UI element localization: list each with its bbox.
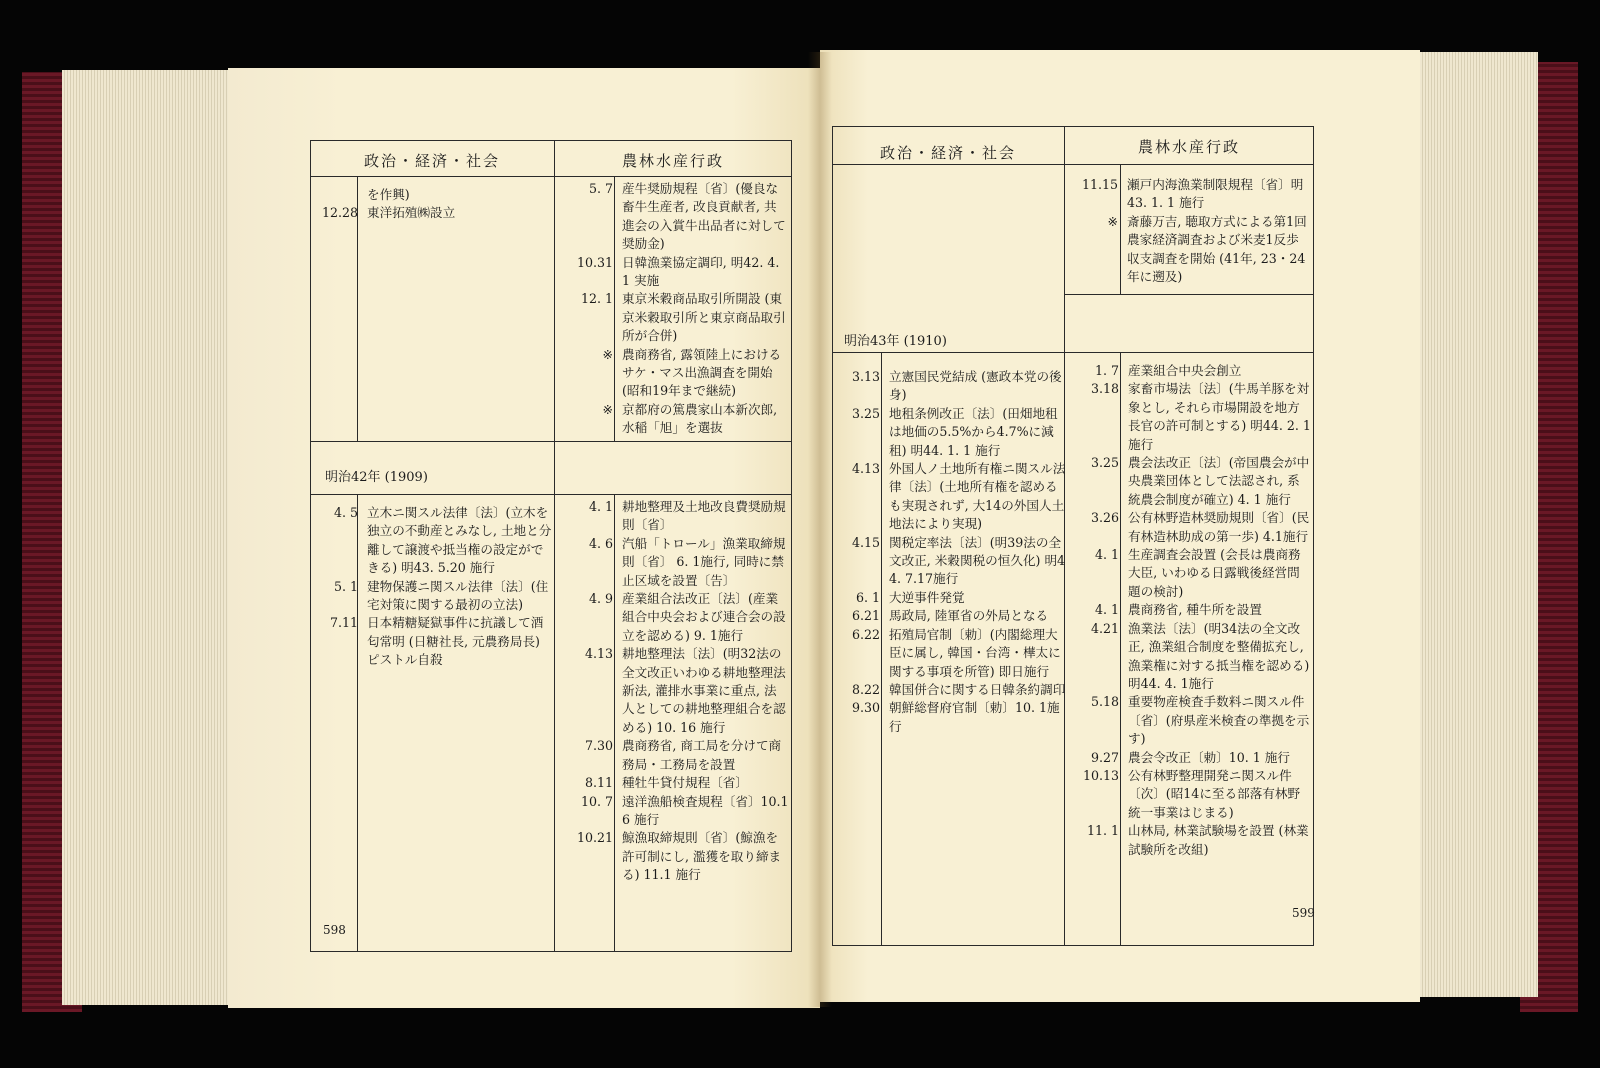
entry-date: 10.21 bbox=[576, 830, 613, 846]
chronology-entry bbox=[318, 204, 550, 222]
entry-date: 8.22 bbox=[851, 681, 880, 697]
right-header-rule bbox=[832, 164, 1314, 165]
chronology-entry bbox=[1079, 693, 1311, 748]
entry-date: 3.18 bbox=[1090, 381, 1119, 397]
chronology-entry bbox=[840, 699, 1066, 736]
entry-date: 7.30 bbox=[584, 738, 613, 754]
entry-date: 3.25 bbox=[1090, 455, 1119, 471]
chronology-entry bbox=[1079, 546, 1311, 601]
entry-text: 農商務省, 商工局を分けて商務局・工務局を設置 bbox=[622, 738, 782, 772]
chronology-entry bbox=[1079, 620, 1311, 694]
entry-text: 瀬戸内海漁業制限規程〔省〕明43. 1. 1 施行 bbox=[1127, 177, 1304, 211]
right-header-politics: 政治・経済・社会 bbox=[879, 144, 1016, 162]
entry-text: 東洋拓殖㈱設立 bbox=[367, 205, 456, 221]
entry-date: 11. 1 bbox=[1086, 823, 1119, 839]
chronology-entry bbox=[1079, 380, 1311, 454]
left-page bbox=[228, 68, 820, 1008]
entry-date: 10. 7 bbox=[580, 793, 613, 809]
entry-text: 重要物産検査手数料ニ関スル件〔省〕(府県産米検査の準拠を示す) bbox=[1128, 694, 1310, 747]
entry-text: 大逆事件発覚 bbox=[889, 589, 965, 605]
entry-date: 4. 1 bbox=[1094, 547, 1119, 563]
entry-text: 生産調査会設置 (会長は農商務大臣, いわゆる日露戦後経営問題の検討) bbox=[1128, 547, 1301, 599]
entry-date: 12.28 bbox=[321, 205, 358, 221]
chronology-entry bbox=[1078, 176, 1310, 213]
entry-date: 4. 1 bbox=[1094, 602, 1119, 618]
left-era-rule-top bbox=[310, 441, 792, 442]
chronology-entry bbox=[840, 460, 1066, 534]
chronology-entry bbox=[573, 180, 787, 254]
right-page-number: 599 bbox=[1292, 906, 1315, 920]
entry-text: 山林局, 林業試験場を設置 (林業試験所を改組) bbox=[1128, 823, 1309, 857]
entry-text: 産牛奨励規程〔省〕(優良な畜牛生産者, 改良貢献者, 共進会の入賞牛出品者に対して奨励金) bbox=[622, 181, 786, 252]
chronology-entry bbox=[1079, 822, 1311, 859]
entry-date: 5. 1 bbox=[333, 578, 358, 594]
entry-text: 農会法改正〔法〕(帝国農会が中央農業団体として法認され, 系統農会制度が確立) 4. 1 施行 bbox=[1128, 455, 1310, 507]
entry-date: 9.27 bbox=[1090, 749, 1119, 765]
left-table-column-divider bbox=[554, 140, 555, 952]
entry-date: 10.31 bbox=[576, 254, 613, 270]
entry-text: 種牡牛貸付規程〔省〕 bbox=[622, 775, 748, 791]
entry-text: 韓国併合に関する日韓条約調印 bbox=[889, 681, 1066, 697]
entry-date: 3.13 bbox=[851, 369, 880, 384]
entry-date bbox=[318, 186, 367, 204]
chronology-entry bbox=[318, 504, 552, 578]
entry-text: 産業組合中央会創立 bbox=[1128, 363, 1242, 378]
entry-date: 8.11 bbox=[584, 775, 613, 791]
entry-date: ※ bbox=[602, 401, 613, 417]
entry-date: 10.13 bbox=[1082, 767, 1119, 783]
chronology-entry bbox=[840, 368, 1066, 405]
entry-date: ※ bbox=[602, 346, 613, 362]
chronology-entry bbox=[840, 405, 1066, 460]
left-era-rule-bottom bbox=[310, 494, 792, 495]
entry-date: 9.30 bbox=[851, 700, 880, 716]
entry-date: 4.21 bbox=[1090, 620, 1119, 636]
chronology-entry bbox=[573, 290, 787, 345]
entry-date: 6. 1 bbox=[855, 589, 880, 605]
chronology-entry bbox=[1079, 767, 1311, 822]
entry-text: 外国人ノ土地所有権ニ関スル法律〔法〕(土地所有権を認めるも実現されず, 大14の外国人土地法により実現) bbox=[889, 461, 1066, 532]
entry-date: 3.26 bbox=[1090, 510, 1119, 526]
entry-date: 7.11 bbox=[329, 615, 358, 631]
entry-date: 11.15 bbox=[1081, 177, 1118, 192]
chronology-entry bbox=[1079, 454, 1311, 509]
chronology-entry bbox=[318, 614, 552, 669]
right-bottom-politics-entries bbox=[840, 368, 1066, 736]
entry-text: 朝鮮総督府官制〔勅〕10. 1施行 bbox=[889, 700, 1060, 734]
right-era-heading: 明治43年 (1910) bbox=[844, 334, 947, 349]
entry-text: 関税定率法〔法〕(明39法の全文改正, 米穀関税の恒久化) 明44. 7.17施行 bbox=[889, 534, 1066, 587]
entry-text: 日韓漁業協定調印, 明42. 4. 1 実施 bbox=[622, 254, 780, 289]
left-era-heading: 明治42年 (1909) bbox=[325, 470, 428, 485]
entry-date: 4.13 bbox=[584, 646, 613, 662]
right-era-rule-bottom bbox=[832, 352, 1314, 353]
entry-text: 京都府の篤農家山本新次郎, 水稲「旭」を選抜 bbox=[622, 401, 778, 436]
entry-date: 4. 6 bbox=[588, 535, 613, 551]
chronology-entry bbox=[840, 607, 1066, 625]
chronology-entry bbox=[573, 401, 787, 438]
chronology-entry bbox=[840, 589, 1066, 607]
entry-date: 4.15 bbox=[851, 534, 880, 550]
entry-date: 4. 5 bbox=[333, 505, 358, 520]
entry-text: 漁業法〔法〕(明34法の全文改正, 漁業組合制度を整備拡充し, 漁業権に対する抵当権を認める) 明44. 4. 1施行 bbox=[1128, 620, 1310, 691]
page-edges-left bbox=[62, 70, 232, 1005]
entry-text: 農商務省, 種牛所を設置 bbox=[1128, 602, 1262, 618]
book-gutter bbox=[808, 52, 832, 1007]
entry-text: 耕地整理及土地改良費奨励規則〔省〕 bbox=[622, 499, 786, 533]
entry-text: を作興) bbox=[367, 187, 410, 202]
entry-text: 地租条例改正〔法〕(田畑地租は地価の5.5%から4.7%に減租) 明44. 1. 1 施行 bbox=[889, 405, 1058, 458]
entry-text: 拓殖局官制〔勅〕(内閣総理大臣に属し, 韓国・台湾・樺太に関する事項を所管) 即日施行 bbox=[889, 626, 1061, 679]
left-header-rule bbox=[310, 176, 792, 177]
left-header-politics: 政治・経済・社会 bbox=[363, 152, 500, 170]
chronology-entry bbox=[573, 645, 789, 737]
entry-text: 公有林野造林奨励規則〔省〕(民有林造林助成の第一歩) 4.1施行 bbox=[1128, 510, 1310, 544]
chronology-entry bbox=[573, 498, 789, 535]
right-page bbox=[820, 50, 1420, 1002]
entry-date: 4. 9 bbox=[588, 591, 613, 607]
entry-text: 鯨漁取締規則〔省〕(鯨漁を許可制にし, 濫獲を取り締まる) 11.1 施行 bbox=[622, 830, 782, 883]
right-header-agri: 農林水産行政 bbox=[1137, 138, 1240, 156]
page-edges-right bbox=[1420, 52, 1538, 997]
entry-text: 農商務省, 露領陸上におけるサケ・マス出漁調査を開始 (昭和19年まで継続) bbox=[622, 346, 782, 399]
entry-text: 汽船「トロール」漁業取締規則〔省〕 6. 1施行, 同時に禁止区域を設置〔告〕 bbox=[622, 535, 786, 588]
chronology-entry bbox=[573, 829, 789, 884]
left-header-agri: 農林水産行政 bbox=[621, 152, 724, 170]
chronology-entry bbox=[573, 346, 787, 401]
chronology-entry bbox=[318, 186, 550, 204]
entry-text: 馬政局, 陸軍省の外局となる bbox=[889, 608, 1049, 624]
chronology-entry bbox=[1079, 509, 1311, 546]
entry-text: 家畜市場法〔法〕(牛馬羊豚を対象とし, それら市場開設を地方長官の許可制とする) 明44. 2. 1施行 bbox=[1128, 381, 1311, 452]
entry-date: 12. 1 bbox=[580, 291, 613, 307]
entry-date: 5.18 bbox=[1090, 694, 1119, 710]
entry-text: 東京米穀商品取引所開設 (東京米穀取引所と東京商品取引所が合併) bbox=[622, 291, 786, 344]
right-top-agri-entries bbox=[1078, 176, 1310, 286]
entry-text: 公有林野整理開発ニ関スル件〔次〕(昭14に至る部落有林野統一事業はじまる) bbox=[1128, 767, 1301, 820]
left-bottom-politics-entries bbox=[318, 504, 552, 670]
right-era-rule-top bbox=[1064, 294, 1314, 295]
left-top-agri-entries bbox=[573, 180, 787, 438]
chronology-entry bbox=[573, 535, 789, 590]
entry-date: 4. 1 bbox=[588, 499, 613, 514]
chronology-entry bbox=[1079, 362, 1311, 380]
entry-text: 日本精糖疑獄事件に抗議して酒匂常明 (日糖社長, 元農務局長) ピストル自殺 bbox=[367, 615, 544, 668]
chronology-entry bbox=[573, 793, 789, 830]
right-bottom-agri-entries bbox=[1079, 362, 1311, 859]
entry-date: 3.25 bbox=[851, 405, 880, 421]
entry-text: 耕地整理法〔法〕(明32法の全文改正いわゆる耕地整理法新法, 灌排水事業に重点, 法人としての耕地整理組合を認める) 10. 16 施行 bbox=[622, 646, 786, 735]
entry-date: 5. 7 bbox=[588, 181, 613, 196]
left-bottom-agri-entries bbox=[573, 498, 789, 885]
chronology-entry bbox=[573, 737, 789, 774]
chronology-entry bbox=[573, 590, 789, 645]
chronology-entry bbox=[1079, 601, 1311, 619]
chronology-entry bbox=[840, 534, 1066, 589]
entry-text: 遠洋漁船検査規程〔省〕10.16 施行 bbox=[622, 793, 789, 827]
entry-text: 建物保護ニ関スル法律〔法〕(住宅対策に関する最初の立法) bbox=[367, 578, 549, 613]
entry-text: 斎藤万吉, 聴取方式による第1回農家経済調査および米麦1反歩収支調査を開始 (41年, 23・24年に遡及) bbox=[1127, 213, 1307, 285]
chronology-entry bbox=[840, 626, 1066, 681]
entry-text: 産業組合法改正〔法〕(産業組合中央会および連合会の設立を認める) 9. 1施行 bbox=[622, 591, 786, 643]
entry-text: 農会令改正〔勅〕10. 1 施行 bbox=[1128, 749, 1290, 765]
left-top-politics-entries bbox=[318, 186, 550, 223]
entry-text: 立木ニ関スル法律〔法〕(立木を独立の不動産とみなし, 土地と分離して譲渡や抵当権の設定ができる) 明43. 5.20 施行 bbox=[367, 505, 552, 576]
chronology-entry bbox=[1079, 749, 1311, 767]
chronology-entry bbox=[573, 774, 789, 792]
left-page-number: 598 bbox=[323, 923, 346, 937]
entry-date: ※ bbox=[1107, 213, 1118, 229]
entry-date: 6.22 bbox=[851, 626, 880, 642]
chronology-entry bbox=[1078, 213, 1310, 287]
chronology-entry bbox=[840, 681, 1066, 699]
chronology-entry bbox=[573, 254, 787, 291]
entry-date: 4.13 bbox=[851, 461, 880, 477]
entry-text: 立憲国民党結成 (憲政本党の後身) bbox=[889, 369, 1062, 403]
entry-date: 1. 7 bbox=[1094, 363, 1119, 378]
chronology-entry bbox=[318, 578, 552, 615]
entry-date: 6.21 bbox=[851, 608, 880, 624]
